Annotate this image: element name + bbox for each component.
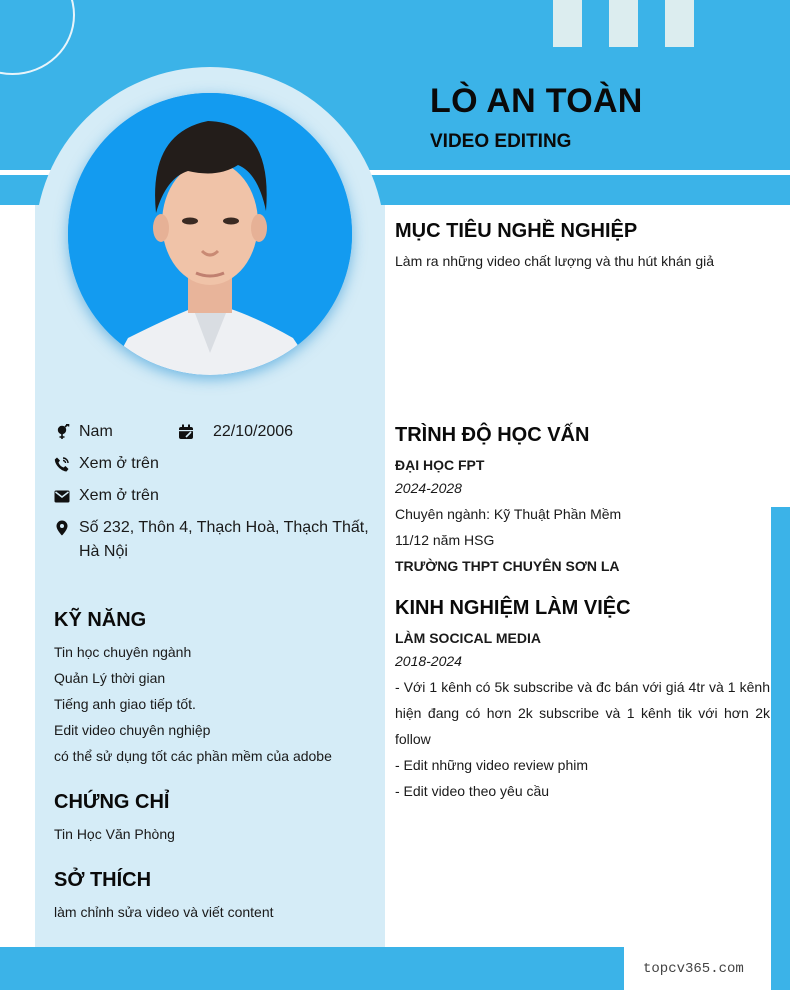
experience-heading: KINH NGHIỆM LÀM VIỆC (395, 597, 631, 619)
objective-heading: MỤC TIÊU NGHỀ NGHIỆP (395, 220, 638, 242)
watermark: topcv365.com (643, 961, 744, 977)
job-title: VIDEO EDITING (430, 131, 572, 152)
email-row (54, 484, 159, 508)
phone-row (54, 452, 159, 476)
decorative-bar (665, 0, 694, 47)
address-value (79, 516, 369, 564)
experience-section (395, 625, 770, 804)
address-line-2: Hà Nội (79, 543, 128, 560)
address-row (54, 516, 369, 564)
gender-row (54, 420, 113, 444)
job-role: LÀM SOCICAL MEDIA (395, 630, 541, 646)
skills-heading: KỸ NĂNG (54, 609, 147, 631)
decorative-bar (553, 0, 582, 47)
job-detail: - Edit những video review phim (395, 757, 589, 773)
address-line-1: Số 232, Thôn 4, Thạch Hoà, Thạch Thất, (79, 519, 369, 536)
hobbies-list (54, 899, 274, 925)
hobby-item: làm chỉnh sửa video và viết content (54, 904, 274, 920)
gender-icon (54, 424, 70, 440)
birthday-value: 22/10/2006 (213, 423, 294, 440)
certificates-heading: CHỨNG CHỈ (54, 791, 170, 813)
portrait-image (68, 93, 352, 375)
certificates-list (54, 821, 175, 847)
education-detail: Chuyên ngành: Kỹ Thuật Phần Mềm (395, 506, 622, 522)
education-heading: TRÌNH ĐỘ HỌC VẤN (395, 424, 590, 446)
school-name: TRƯỜNG THPT CHUYÊN SƠN LA (395, 558, 620, 574)
phone-icon (54, 456, 70, 472)
skill-item: Tiếng anh giao tiếp tốt. (54, 696, 196, 712)
education-period: 2024-2028 (395, 480, 462, 496)
skills-list (54, 639, 332, 769)
hobbies-heading: SỞ THÍCH (54, 869, 152, 891)
calendar-icon (178, 424, 194, 440)
education-section (395, 452, 621, 579)
certificate-item: Tin Học Văn Phòng (54, 826, 175, 842)
envelope-icon (54, 488, 70, 504)
education-detail: 11/12 năm HSG (395, 532, 495, 548)
skill-item: Quản Lý thời gian (54, 670, 166, 686)
email-value: Xem ở trên (79, 487, 159, 504)
objective-text: Làm ra những video chất lượng và thu hút khán giả (395, 253, 715, 269)
profile-photo (68, 93, 352, 375)
gender-value: Nam (79, 423, 113, 440)
skill-item: Tin học chuyên ngành (54, 644, 192, 660)
candidate-name: LÒ AN TOÀN (430, 82, 643, 120)
job-detail: - Edit video theo yêu cầu (395, 783, 550, 799)
footer-bar (0, 947, 624, 990)
right-accent-bar (771, 507, 790, 990)
job-period: 2018-2024 (395, 653, 462, 669)
decorative-bar (609, 0, 638, 47)
birthday-row (178, 420, 293, 444)
school-name: ĐẠI HỌC FPT (395, 457, 485, 473)
skill-item: Edit video chuyên nghiệp (54, 722, 211, 738)
phone-value: Xem ở trên (79, 455, 159, 472)
job-detail: - Với 1 kênh có 5k subscribe và đc bán với giá 4tr và 1 kênh hiện đang có hơn 2k subscribe và 1 kênh tik với hơn 2k follow (395, 679, 770, 747)
skill-item: có thể sử dụng tốt các phần mềm của adobe (54, 748, 332, 764)
map-pin-icon (54, 520, 70, 536)
